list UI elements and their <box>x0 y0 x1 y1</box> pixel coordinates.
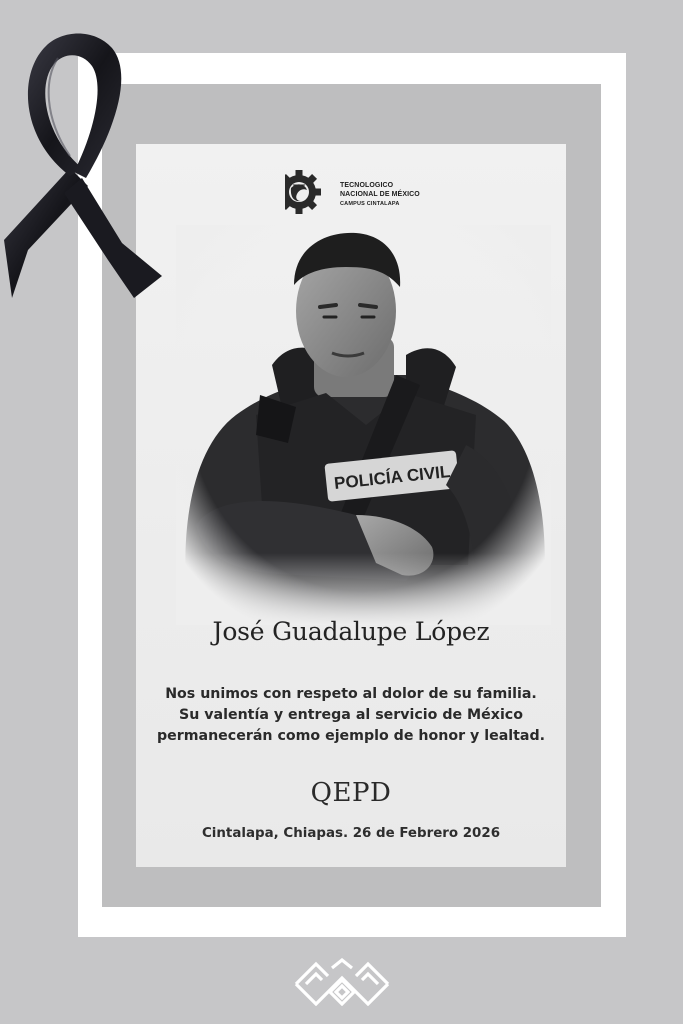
logo-line-3: CAMPUS CINTALAPA <box>340 201 400 207</box>
logo-line-1: TECNOLOGICO <box>340 182 394 189</box>
message-line-1: Nos unimos con respeto al dolor de su familia. <box>165 686 537 702</box>
mourning-ribbon-icon <box>0 28 168 303</box>
institution-logo-text <box>340 181 430 209</box>
footer-emblem-icon <box>292 958 392 1006</box>
place-and-date: Cintalapa, Chiapas. 26 de Febrero 2026 <box>201 826 501 841</box>
message-line-3: permanecerán como ejemplo de honor y lealtad. <box>156 728 546 744</box>
portrait-photo <box>176 225 551 625</box>
logo-line-2: NACIONAL DE MÉXICO <box>340 191 420 198</box>
deceased-name: José Guadalupe López <box>212 617 490 646</box>
condolence-message <box>136 684 566 747</box>
qepd-text: QEPD <box>310 778 392 808</box>
message-line-2: Su valentía y entrega al servicio de México <box>179 707 523 723</box>
